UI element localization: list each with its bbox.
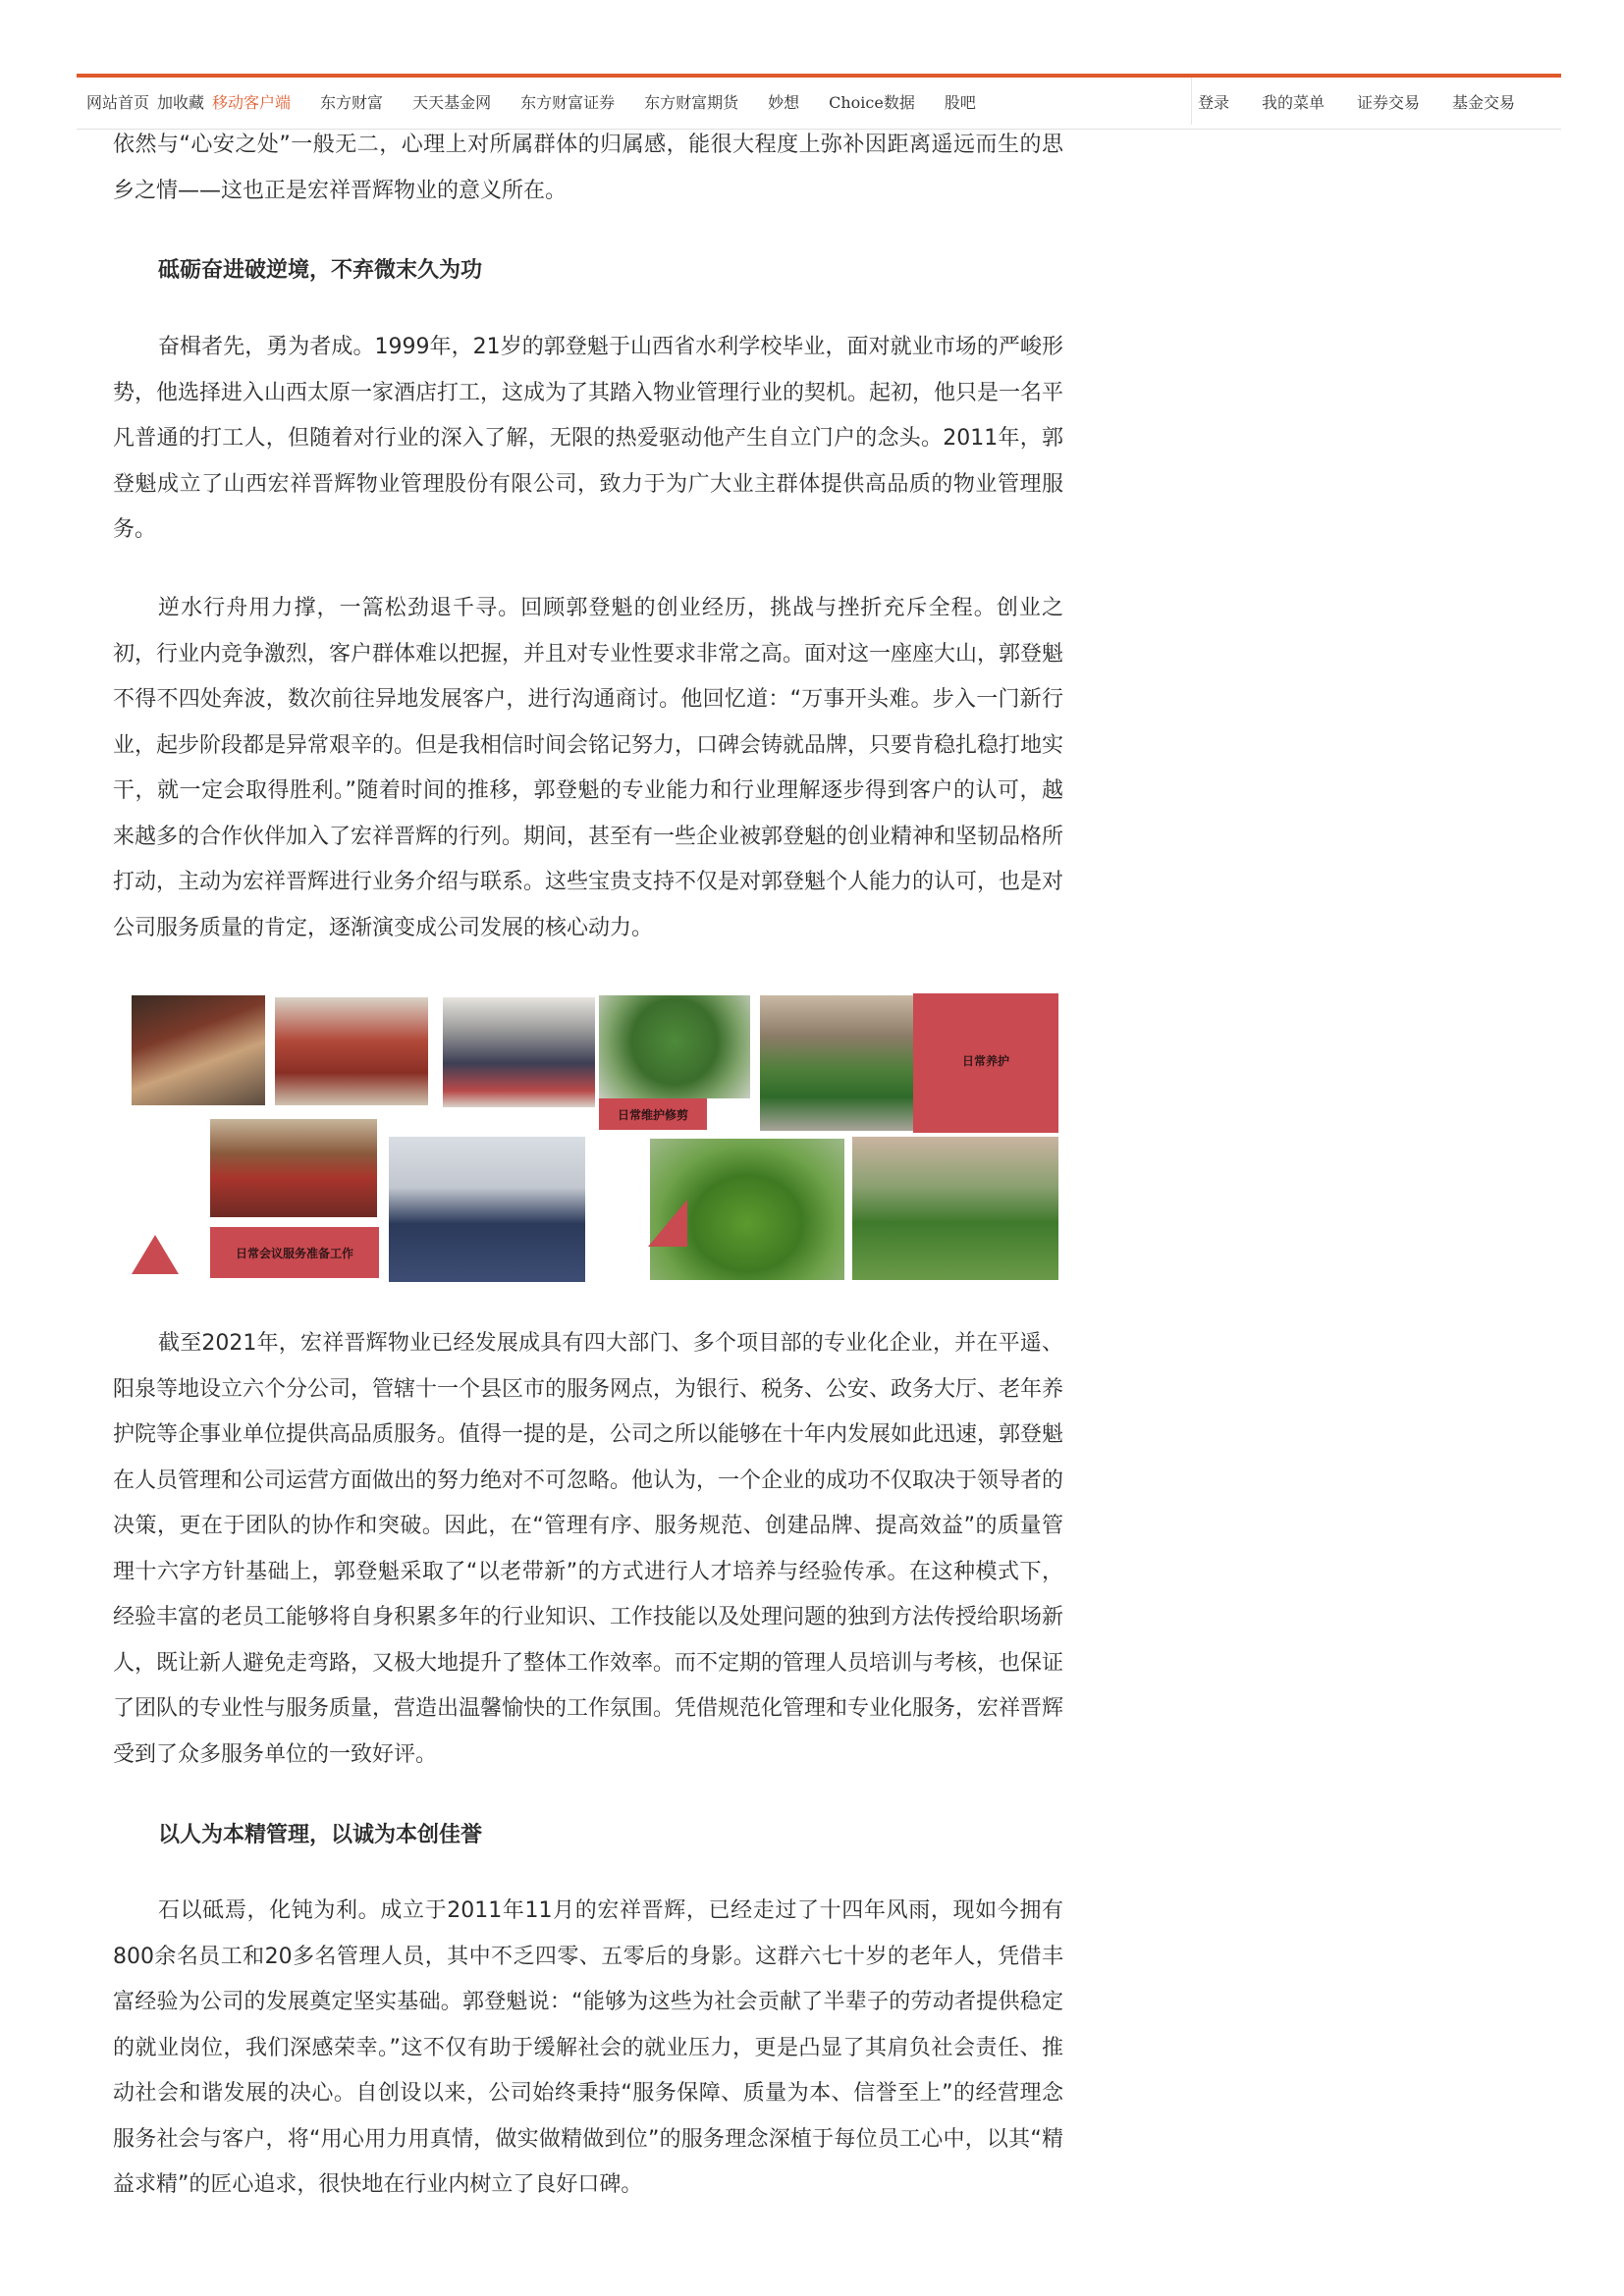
nav-link-miaoxiang[interactable]: 妙想 — [768, 92, 800, 112]
article-paragraph-4: 石以砥焉，化钝为利。成立于2011年11月的宏祥晋辉，已经走过了十四年风雨，现如今拥有800余名员工和20多名管理人员，其中不乏四零、五零后的身影。这群六七十岁的老年人，凭借丰富经验为公司的发展奠定坚实基础。郭登魁说：“能够为这些为社会贡献了半辈子的劳动者提供稳定的就业岗位，我们深感荣幸。”这不仅有助于缓解社会的就业压力，更是凸显了其肩负社会责任、推动社会和谐发展的决心。自创设以来，公司始终秉持“服务保障、质量为本、信誉至上”的经营理念服务社会与客户，将“用心用力用真情，做实做精做到位”的服务理念深植于每位员工心中，以其“精益求精”的匠心追求，很快地在行业内树立了良好口碑。 — [113, 1898, 1063, 2197]
photo-collage — [126, 984, 1062, 1284]
label-meeting-prep: 日常会议服务准备工作 — [210, 1227, 379, 1278]
nav-link-stock-trade[interactable]: 证券交易 — [1357, 92, 1421, 112]
nav-link-login[interactable]: 登录 — [1198, 92, 1230, 112]
nav-link-home[interactable]: 网站首页 — [86, 92, 150, 112]
nav-link-securities[interactable]: 东方财富证券 — [520, 92, 616, 112]
nav-link-fund-trade[interactable]: 基金交易 — [1452, 92, 1516, 112]
decor-triangle-left — [132, 1235, 179, 1274]
article-paragraph-2: 逆水行舟用力撑，一篙松劲退千寻。回顾郭登魁的创业经历，挑战与挫折充斥全程。创业之初，行业内竞争激烈，客户群体难以把握，并且对专业性要求非常之高。面对这一座座大山，郭登魁不得不四处奔波，数次前往异地发展客户，进行沟通商讨。他回忆道：“万事开头难。步入一门新行业，起步阶段都是异常艰辛的。但是我相信时间会铭记努力，口碑会铸就品牌，只要肯稳扎稳打地实干，就一定会取得胜利。”随着时间的推移，郭登魁的专业能力和行业理解逐步得到客户的认可，越来越多的合作伙伴加入了宏祥晋辉的行列。期间，甚至有一些企业被郭登魁的创业精神和坚韧品格所打动，主动为宏祥晋辉进行业务介绍与联系。这些宝贵支持不仅是对郭登魁个人能力的认可，也是对公司服务质量的肯定，逐渐演变成公司发展的核心动力。 — [113, 596, 1064, 940]
photo-conference-hall — [275, 997, 428, 1105]
article-paragraph-0: 依然与“心安之处”一般无二，心理上对所属群体的归属感，能很大程度上弥补因距离遥远而生的思乡之情——这也正是宏祥晋辉物业的意义所在。 — [113, 133, 1063, 203]
section-heading-1: 砥砺奋进破逆境，不弃微末久为功 — [158, 258, 483, 283]
nav-left-group — [86, 78, 976, 125]
photo-garden-path — [760, 995, 913, 1131]
article-paragraph-3: 截至2021年，宏祥晋辉物业已经发展成具有四大部门、多个项目部的专业化企业，并在平遥、阳泉等地设立六个分公司，管辖十一个县区市的服务网点，为银行、税务、公安、政务大厅、老年养护院等企事业单位提供高品质服务。值得一提的是，公司之所以能够在十年内发展如此迅速，郭登魁在人员管理和公司运营方面做出的努力绝对不可忽略。他认为，一个企业的成功不仅取决于领导者的决策，更在于团队的协作和突破。因此，在“管理有序、服务规范、创建品牌、提高效益”的质量管理十六字方针基础上，郭登魁采取了“以老带新”的方式进行人才培养与经验传承。在这种模式下，经验丰富的老员工能够将自身积累多年的行业知识、工作技能以及处理问题的独到方法传授给职场新人，既让新人避免走弯路，又极大地提升了整体工作效率。而不定期的管理人员培训与考核，也保证了团队的专业性与服务质量，营造出温馨愉快的工作氛围。凭借规范化管理和专业化服务，宏祥晋辉受到了众多服务单位的一致好评。 — [113, 1331, 1064, 1767]
label-daily-trimming: 日常维护修剪 — [599, 1098, 707, 1130]
section-heading-2: 以人为本精管理，以诚为本创佳誉 — [158, 1823, 483, 1847]
label-daily-maintenance: 日常养护 — [961, 1053, 1009, 1068]
nav-link-fund[interactable]: 天天基金网 — [412, 92, 492, 112]
nav-right-group — [1191, 78, 1515, 125]
decor-triangle-middle — [648, 1200, 687, 1247]
nav-link-futures[interactable]: 东方财富期货 — [644, 92, 739, 112]
photo-staff-lineup — [389, 1137, 585, 1282]
photo-meeting-setup — [132, 995, 265, 1105]
nav-link-bookmark[interactable]: 加收藏 — [157, 92, 205, 112]
nav-link-choice[interactable]: Choice数据 — [829, 92, 915, 112]
photo-staff-serving — [443, 997, 595, 1107]
nav-link-guba[interactable]: 股吧 — [944, 92, 976, 112]
nav-link-eastmoney[interactable]: 东方财富 — [320, 92, 384, 112]
photo-hedge-trimming — [599, 995, 750, 1098]
photo-lawn-care — [852, 1137, 1058, 1280]
nav-link-my-menu[interactable]: 我的菜单 — [1262, 92, 1326, 112]
photo-meeting-room-chairs — [210, 1119, 377, 1217]
nav-link-mobile-client[interactable]: 移动客户端 — [212, 92, 292, 112]
article-paragraph-1: 奋楫者先，勇为者成。1999年，21岁的郭登魁于山西省水利学校毕业，面对就业市场的严峻形势，他选择进入山西太原一家酒店打工，这成为了其踏入物业管理行业的契机。起初，他只是一名平凡普通的打工人，但随着对行业的深入了解，无限的热爱驱动他产生自立门户的念头。2011年，郭登魁成立了山西宏祥晋辉物业管理股份有限公司，致力于为广大业主群体提供高品质的物业管理服务。 — [113, 335, 1064, 542]
top-nav-bar — [77, 74, 1561, 130]
